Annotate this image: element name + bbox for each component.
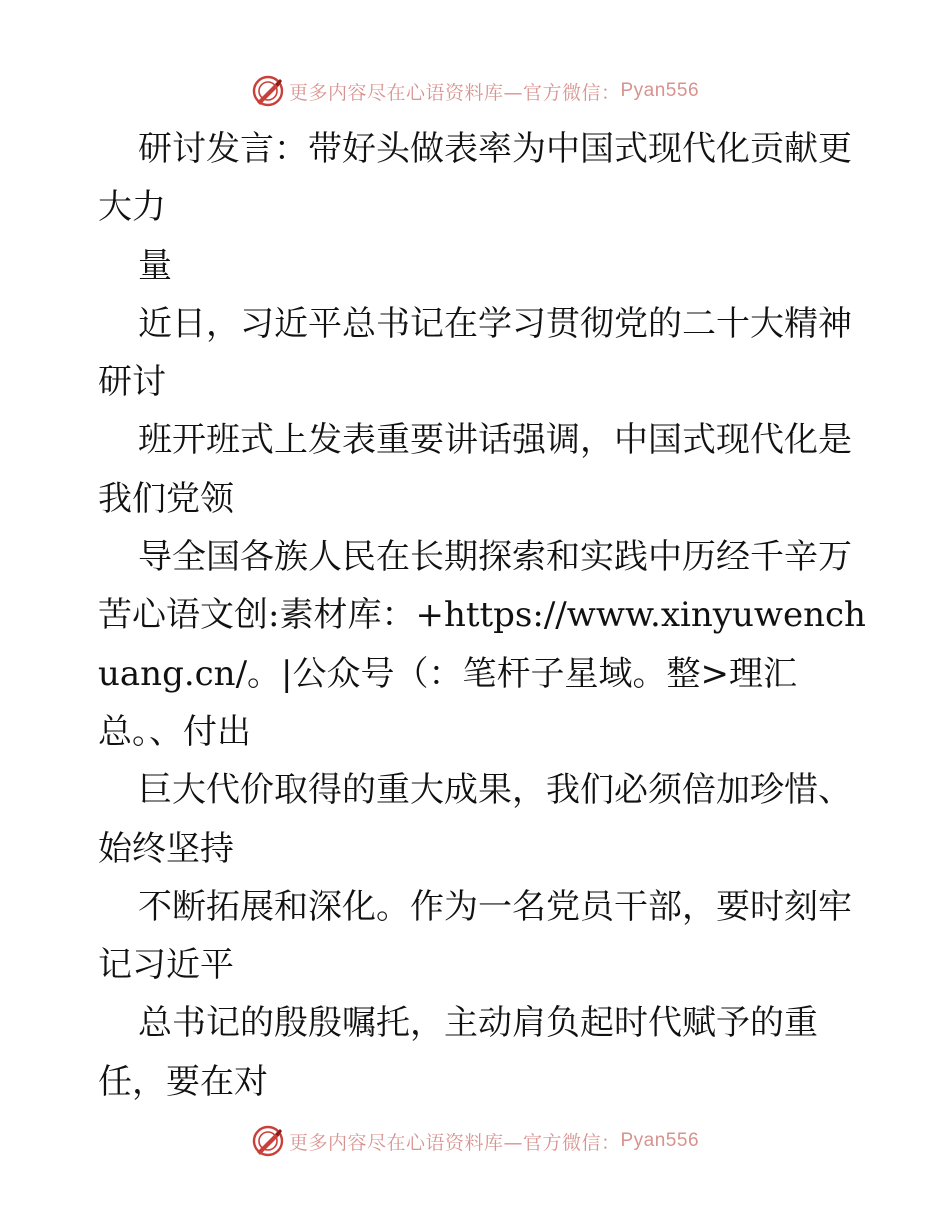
document-body (98, 120, 868, 1111)
paragraph-title: 研讨发言：带好头做表率为中国式现代化贡献更大力 (98, 129, 852, 228)
watermark-text: 更多内容尽在心语资料库—官方微信： (288, 1131, 621, 1154)
wechat-handle: Pyan556 (620, 1130, 700, 1151)
paragraph: 总书记的殷殷嘱托，主动肩负起时代赋予的重任，要在对 (98, 1003, 818, 1102)
footer-watermark (0, 1121, 950, 1161)
paragraph: 班开班式上发表重要讲话强调，中国式现代化是我们党领 (98, 420, 852, 519)
pen-logo-icon (251, 1124, 285, 1158)
wechat-handle: Pyan556 (620, 80, 700, 101)
header-watermark (0, 71, 950, 111)
paragraph: 近日，习近平总书记在学习贯彻党的二十大精神研讨 (98, 303, 852, 403)
paragraph: 导全国各族人民在长期探索和实践中历经千辛万苦心语文创:素材库：+https://www.xinyuwenchuang.cn/。|公众号（：笔杆子星域。整>理汇总。、付出 (98, 537, 866, 752)
pen-logo-icon (251, 74, 285, 108)
paragraph: 量 (138, 245, 172, 286)
paragraph: 巨大代价取得的重大成果，我们必须倍加珍惜、始终坚持 (98, 770, 852, 869)
paragraph: 不断拓展和深化。作为一名党员干部，要时刻牢记习近平 (98, 886, 852, 986)
watermark-text: 更多内容尽在心语资料库—官方微信： (288, 81, 621, 104)
